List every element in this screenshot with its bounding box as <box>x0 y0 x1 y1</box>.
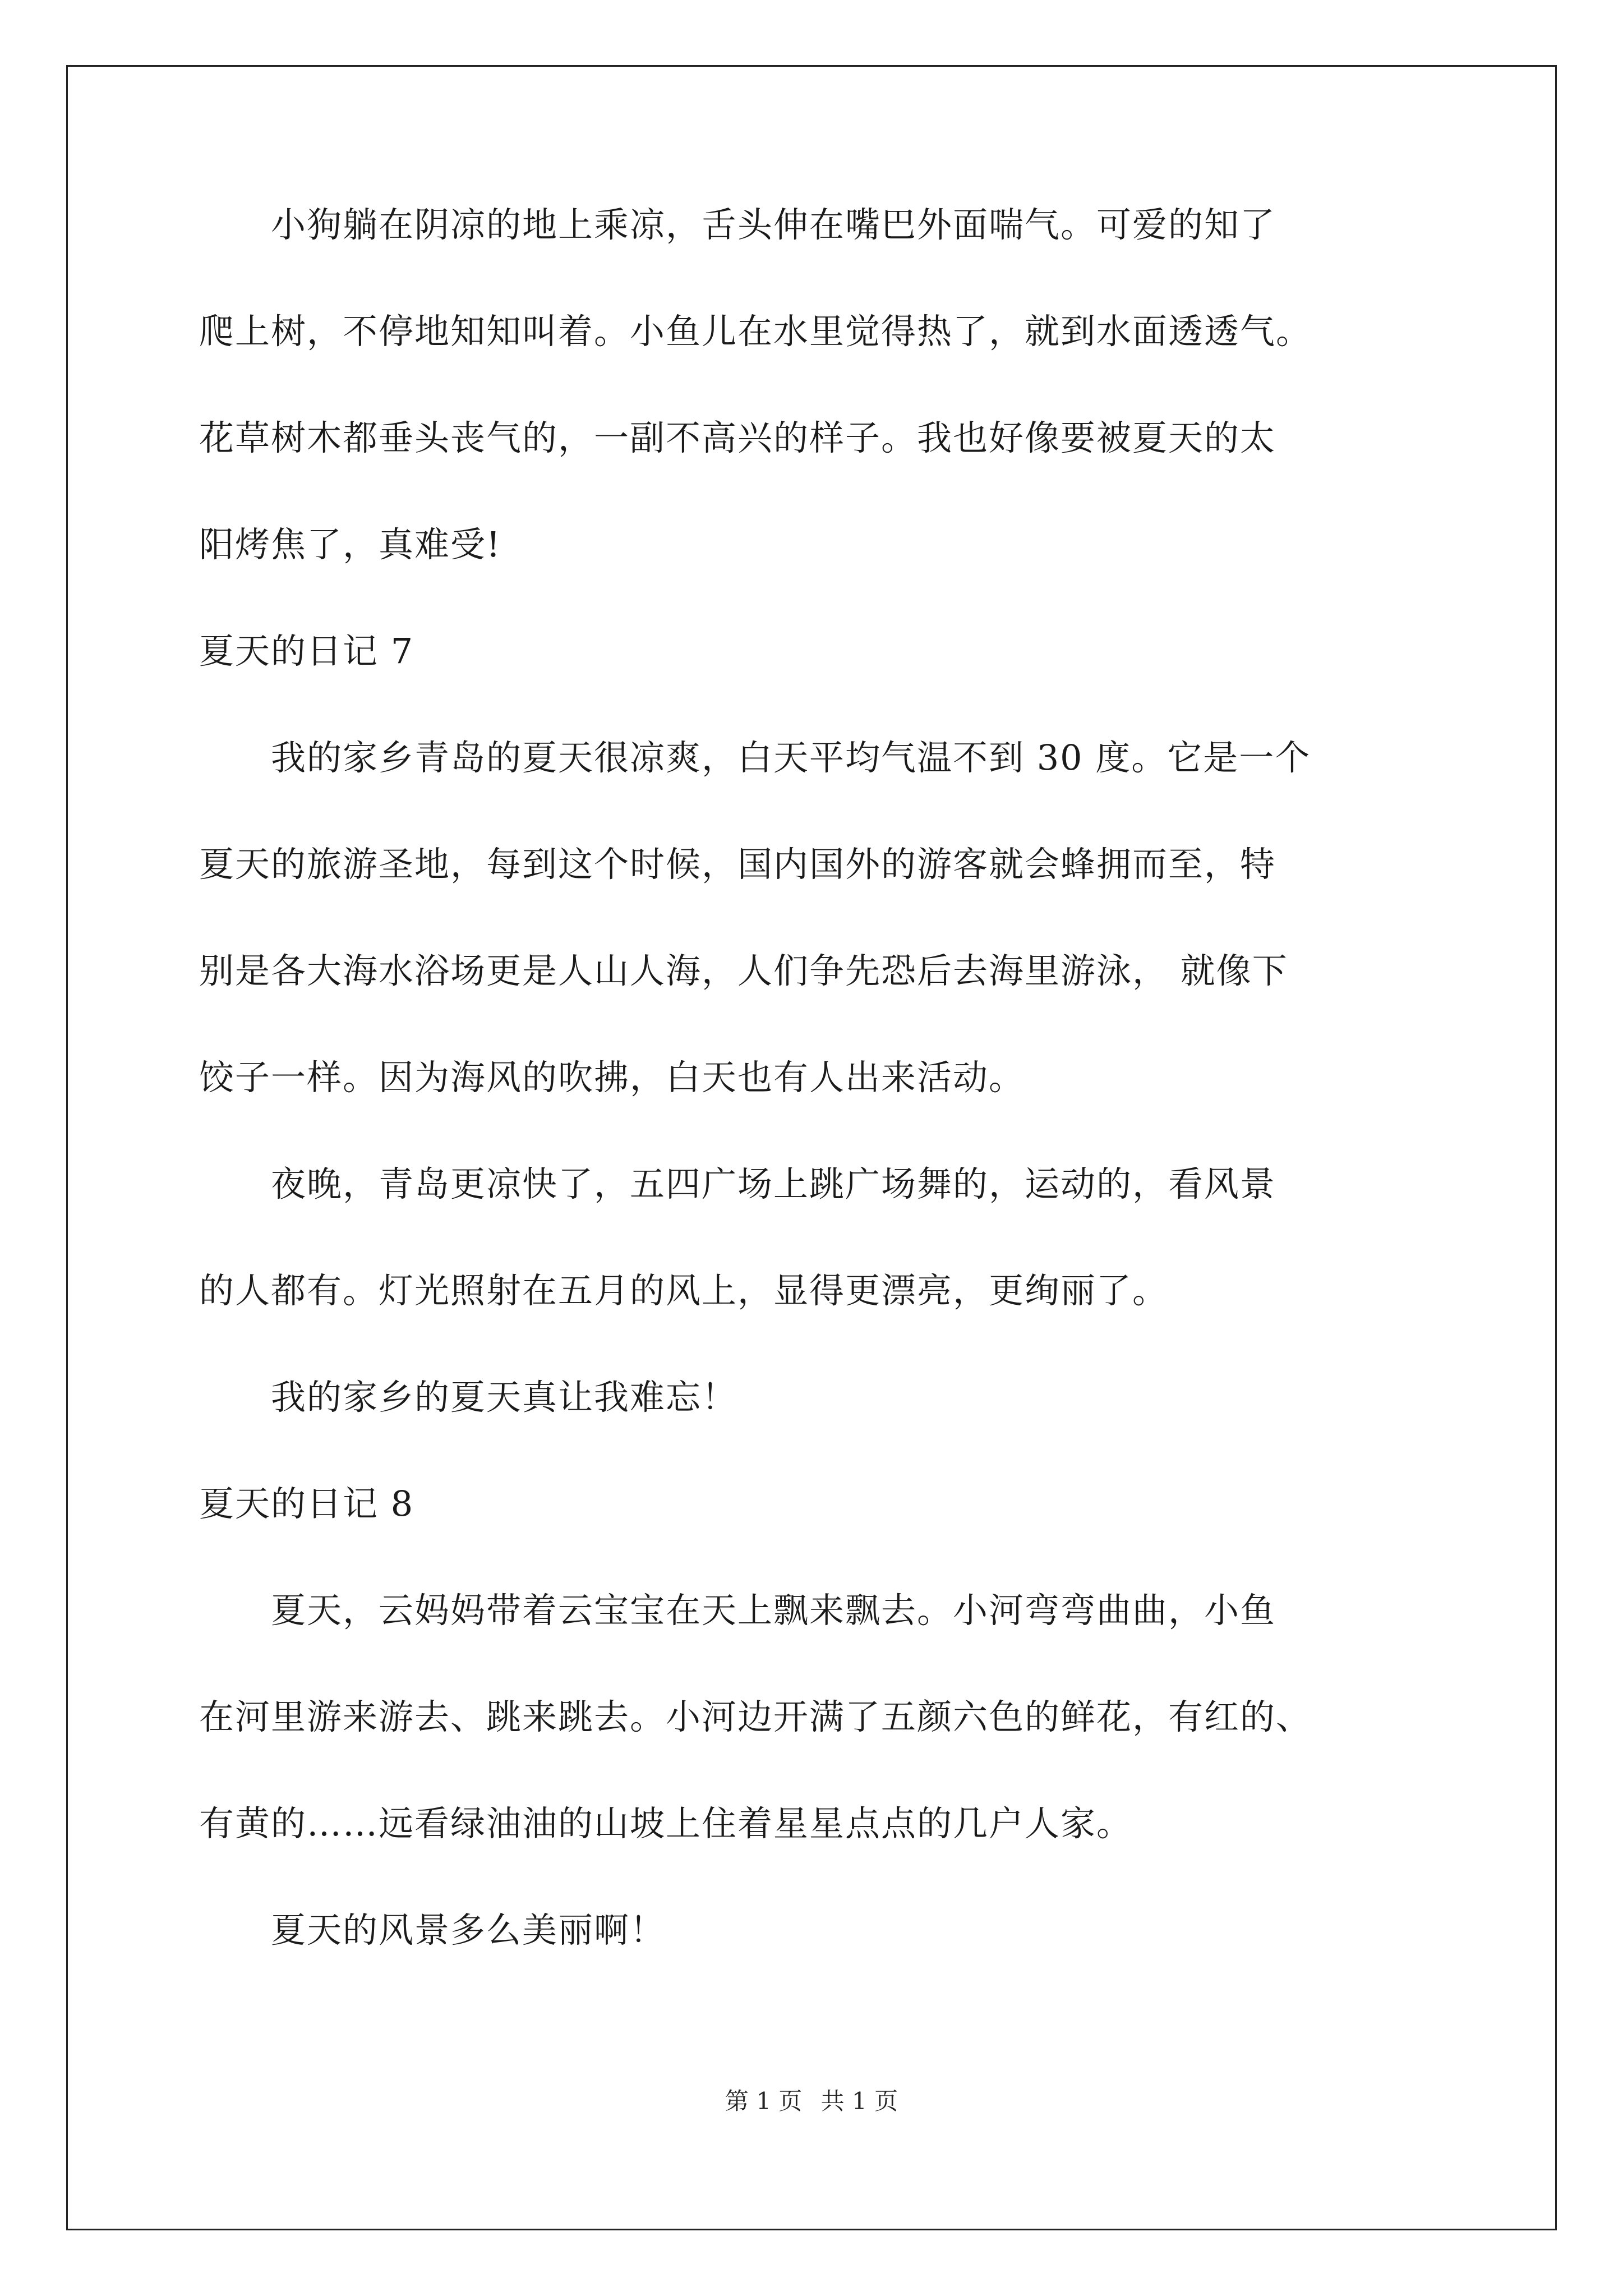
text-line: 小狗躺在阴凉的地上乘凉，舌头伸在嘴巴外面喘气。可爱的知了 <box>199 204 1276 245</box>
text-line: 夏天，云妈妈带着云宝宝在天上飘来飘去。小河弯弯曲曲，小鱼 <box>199 1590 1276 1631</box>
text-line: 的人都有。灯光照射在五月的风上，显得更漂亮，更绚丽了。 <box>199 1270 1169 1311</box>
text-line: 饺子一样。因为海风的吹拂，白天也有人出来活动。 <box>199 1057 1025 1098</box>
text-line: 别是各大海水浴场更是人山人海，人们争先恐后去海里游泳， 就像下 <box>199 950 1288 991</box>
page-number: 第 1 页 <box>725 2087 803 2115</box>
page-footer <box>0 2088 1623 2115</box>
section-heading: 夏天的日记 7 <box>199 631 414 671</box>
text-line: 我的家乡青岛的夏天很凉爽，白天平均气温不到 30 度。它是一个 <box>199 737 1311 778</box>
text-line: 我的家乡的夏天真让我难忘！ <box>199 1377 738 1418</box>
text-line: 在河里游来游去、跳来跳去。小河边开满了五颜六色的鲜花，有红的、 <box>199 1696 1312 1737</box>
text-line: 有黄的……远看绿油油的山坡上住着星星点点的几户人家。 <box>199 1803 1133 1844</box>
text-line: 夏天的风景多么美丽啊！ <box>199 1910 666 1950</box>
page-total: 共 1 页 <box>820 2087 898 2115</box>
section-heading: 夏天的日记 8 <box>199 1483 414 1524</box>
text-line: 夜晚，青岛更凉快了，五四广场上跳广场舞的，运动的，看风景 <box>199 1163 1276 1204</box>
text-line: 爬上树，不停地知知叫着。小鱼儿在水里觉得热了，就到水面透透气。 <box>199 311 1312 352</box>
text-line: 阳烤焦了，真难受! <box>199 524 501 565</box>
page-border <box>66 65 1557 2230</box>
text-line: 夏天的旅游圣地，每到这个时候，国内国外的游客就会蜂拥而至，特 <box>199 844 1276 885</box>
text-line: 花草树木都垂头丧气的，一副不高兴的样子。我也好像要被夏天的太 <box>199 417 1276 458</box>
